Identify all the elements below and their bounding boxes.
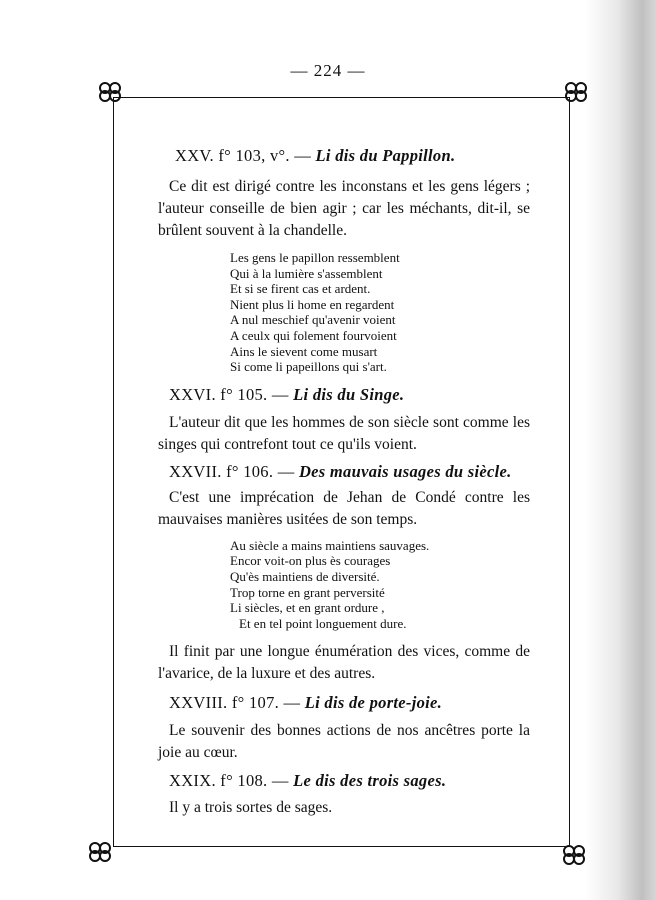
page-content	[158, 145, 530, 819]
corner-ornament-icon	[563, 80, 589, 104]
section-paragraph: Le souvenir des bonnes actions de nos ancêtres porte la joie au cœur.	[158, 722, 530, 762]
verse-line: Les gens le papillon ressemblent	[230, 250, 400, 265]
verse-line: Trop torne en grant perversité	[230, 584, 385, 600]
page-number: — 224 —	[290, 61, 366, 80]
verse-line: Li siècles, et en grant ordure ,	[230, 600, 385, 616]
verse-line: Qu'ès maintiens de diversité.	[230, 568, 380, 584]
verse-line: A ceulx qui folement fourvoient	[230, 327, 397, 343]
corner-ornament-icon	[87, 840, 113, 864]
verse-line: Et en tel point longuement dure.	[239, 615, 407, 631]
section-title: Des mauvais usages du siècle.	[298, 461, 512, 481]
section-heading	[175, 145, 530, 167]
section-title: Li dis du Singe.	[293, 384, 405, 404]
verse-line: Nient plus li home en regardent	[230, 296, 395, 312]
corner-ornament-icon	[561, 843, 587, 867]
section-title: Li dis de porte-joie.	[304, 693, 443, 713]
verse-line: Au siècle a mains maintiens sauvages.	[230, 537, 430, 553]
section-folio: XXV. f° 103, v°. —	[175, 146, 316, 165]
verse-block	[230, 538, 530, 632]
section-heading	[169, 692, 530, 714]
section-paragraph: C'est une imprécation de Jehan de Condé contre les mauvaises manières usitées de son temps.	[158, 488, 530, 528]
verse-line: A nul meschief qu'avenir voient	[230, 312, 396, 328]
verse-line: Encor voit-on plus ès courages	[230, 553, 391, 569]
section-heading	[169, 770, 530, 792]
section-paragraph: Il finit par une longue énumération des vices, comme de l'avarice, de la luxure et des autres.	[158, 643, 530, 683]
section-folio: XXVII. f° 106. —	[169, 461, 299, 481]
section-paragraph: Il y a trois sortes de sages.	[169, 799, 333, 817]
verse-line: Qui à la lumière s'assemblent	[230, 265, 383, 281]
verse-block	[230, 250, 530, 375]
section-heading	[169, 461, 530, 483]
corner-ornament-icon	[97, 80, 123, 104]
verse-line: Si come li papeillons qui s'art.	[230, 359, 387, 375]
verse-line: Ains le sievent come musart	[230, 343, 378, 359]
page-edge-shadow	[586, 0, 656, 900]
section-paragraph: L'auteur dit que les hommes de son siècle sont comme les singes qui contrefont tout ce qu'ils voient.	[158, 413, 530, 453]
verse-line: Et si se firent cas et ardent.	[230, 281, 371, 297]
section-title: Li dis du Pappillon.	[315, 146, 456, 165]
section-folio: XXIX. f° 108. —	[169, 771, 294, 791]
section-folio: XXVI. f° 105. —	[169, 384, 294, 404]
section-heading	[169, 384, 530, 406]
section-paragraph: Ce dit est dirigé contre les inconstans et les gens légers ; l'auteur conseille de bien agir ; car les méchants, dit-il, se brûlent souvent à la chandelle.	[158, 178, 530, 239]
section-title: Le dis des trois sages.	[293, 771, 447, 791]
section-folio: XXVIII. f° 107. —	[169, 693, 305, 713]
